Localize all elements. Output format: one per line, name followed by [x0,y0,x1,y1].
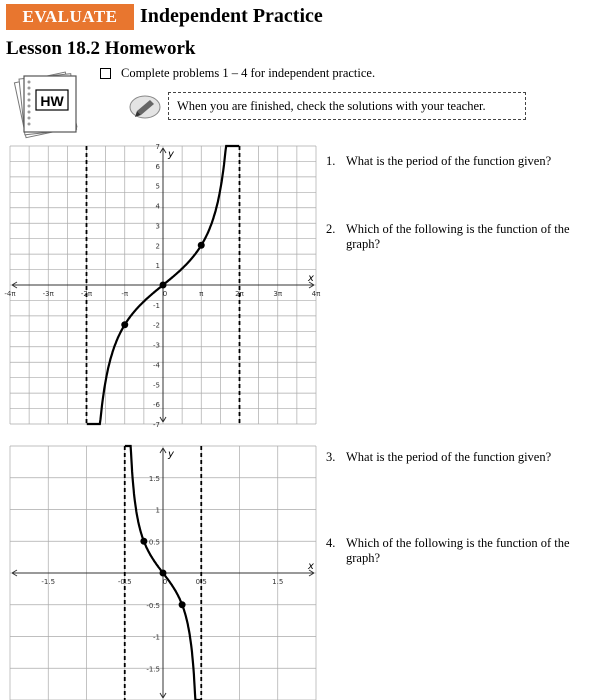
question-text: What is the period of the function given? [346,154,552,168]
x-axis-label: x [308,561,314,572]
y-tick-label: -4 [153,361,160,370]
section-title: Independent Practice [140,5,323,27]
task-checkbox-row[interactable] [100,66,375,81]
x-axis-label: x [308,273,314,284]
y-tick-label: 6 [155,162,160,171]
x-tick-label: 0 [162,290,168,298]
y-tick-label: 0.5 [148,538,160,547]
x-tick-label: π [199,290,204,298]
x-tick-label: -4π [4,290,16,298]
y-tick-label: -5 [153,381,160,390]
y-axis-label: y [168,449,174,460]
y-tick-label: -1.5 [146,665,160,674]
question-3 [326,450,596,465]
y-tick-label: 2 [155,242,160,251]
y-tick-label: -7 [153,421,160,429]
x-tick-label: -3π [42,290,54,298]
y-tick-label: -3 [153,341,160,350]
question-text: Which of the following is the function of the graph? [346,536,570,565]
data-point [121,321,128,328]
x-tick-label: 4π [311,290,321,298]
homework-papers-icon [10,66,90,146]
question-number: 3. [326,450,336,464]
instruction-text: When you are finished, check the solutions with your teacher. [177,98,486,113]
y-tick-label: 1.5 [148,474,160,483]
x-tick-label: -2π [80,290,93,298]
y-tick-label: 1 [155,262,160,271]
graph-1 [4,143,321,429]
y-tick-label: -1 [153,301,160,310]
hw-icon-label: HW [40,93,64,109]
y-tick-label: 3 [155,222,160,231]
data-point [179,601,186,608]
y-tick-label: 5 [155,182,160,191]
x-tick-label: 2π [235,290,244,298]
task-checkbox-label: Complete problems 1 – 4 for independent practice. [121,66,376,80]
question-number: 1. [326,154,336,168]
x-tick-label: -1.5 [41,578,56,586]
x-tick-label: 1.5 [272,578,284,586]
data-point [198,242,205,249]
x-tick-label: -0.5 [117,578,132,586]
data-point [160,570,167,577]
question-text: Which of the following is the function of the graph? [346,222,570,251]
y-tick-label: -6 [153,401,160,410]
data-point [160,282,167,289]
y-tick-label: -1 [153,633,160,642]
x-tick-label: 3π [273,290,283,298]
x-tick-label: 0.5 [195,578,207,586]
data-point [140,538,147,545]
evaluate-badge: EVALUATE [6,4,134,30]
y-tick-label: 1 [155,506,160,515]
x-tick-label: -π [121,290,129,298]
x-tick-label: 0 [162,578,168,586]
y-tick-label: -0.5 [146,601,160,610]
instruction-box [168,92,526,120]
question-1 [326,154,596,169]
question-text: What is the period of the function given? [346,450,552,464]
pencil-check-icon [128,94,162,120]
y-tick-label: -2 [153,321,160,330]
question-number: 2. [326,222,336,236]
task-checkbox[interactable] [100,68,111,79]
question-2 [326,222,596,252]
question-4 [326,536,596,566]
y-tick-label: 4 [155,202,160,211]
question-number: 4. [326,536,336,550]
graph-2 [10,446,316,700]
y-tick-label: 7 [155,143,160,151]
y-axis-label: y [168,149,174,160]
lesson-title: Lesson 18.2 Homework [6,38,196,59]
